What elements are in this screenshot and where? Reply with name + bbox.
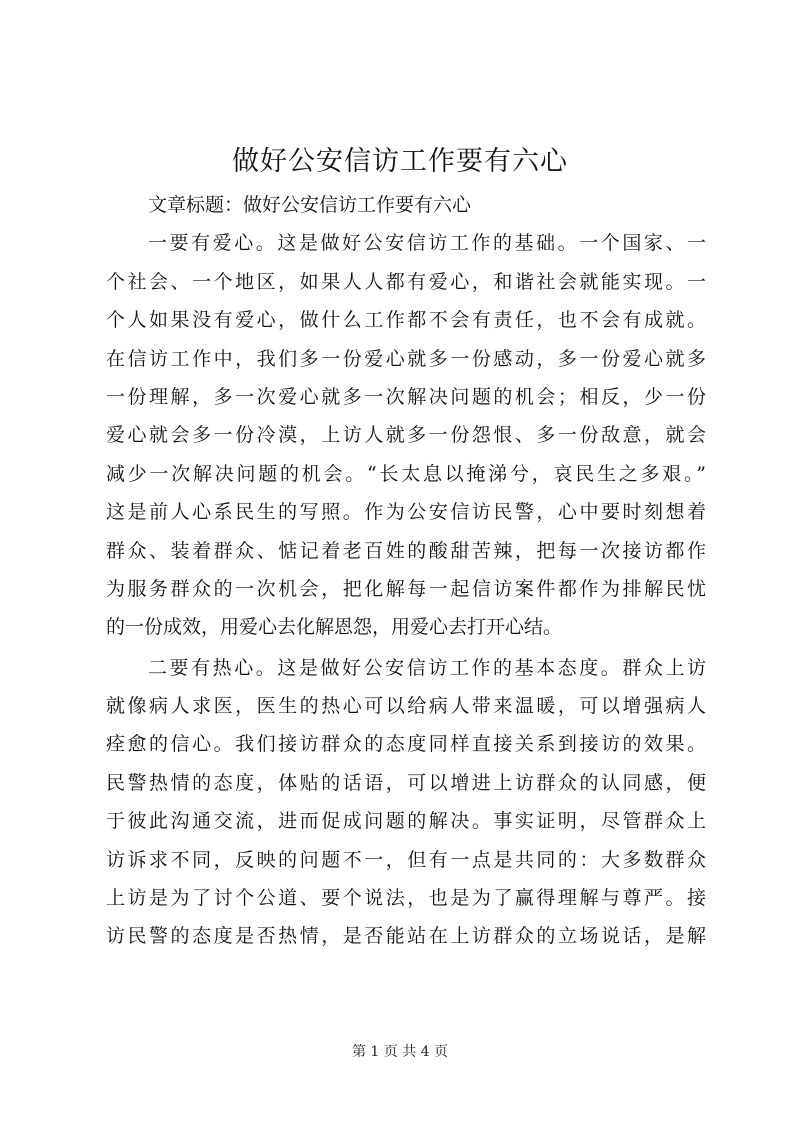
subtitle-line [106,186,706,224]
subtitle-text: 文章标题：做好公安信访工作要有六心 [148,194,472,216]
line-text: 于彼此沟通交流，进而促成问题的解决。事实证明，尽管群众上 [106,810,709,833]
line-text: 在信访工作中，我们多一份爱心就多一份感动，多一份爱心就多 [106,347,709,370]
paragraph-line [106,301,709,339]
paragraph-line [106,764,709,802]
document-body [106,186,709,956]
paragraph-line [106,802,709,840]
line-text: 访诉求不同，反映的问题不一，但有一点是共同的：大多数群众 [106,848,709,871]
paragraph-line [106,416,709,454]
line-text: 上访是为了讨个公道、要个说法，也是为了赢得理解与尊严。接 [106,887,709,910]
line-text: 爱心就会多一份冷漠，上访人就多一份怨恨、多一份敌意，就会 [106,424,709,447]
paragraph-line [106,687,709,725]
document-title: 做好公安信访工作要有六心 [232,146,568,177]
paragraph-line [106,917,709,955]
page-footer: 第 1 页 共 4 页 [351,1044,449,1060]
paragraph-line [106,493,709,531]
line-text: 民警热情的态度，体贴的话语，可以增进上访群众的认同感，便 [106,771,709,794]
line-text: 一份理解，多一次爱心就多一次解决问题的机会；相反，少一份 [106,385,709,408]
line-text: 的一份成效，用爱心去化解恩怨，用爱心去打开心结。 [106,616,563,639]
paragraph-line [106,570,709,608]
paragraph-line [106,455,709,493]
line-text: 就像病人求医，医生的热心可以给病人带来温暖，可以增强病人 [106,695,709,718]
paragraph-1 [106,224,709,646]
line-text: 个社会、一个地区，如果人人都有爱心，和谐社会就能实现。一 [106,270,709,293]
paragraph-2 [106,649,709,956]
paragraph-line [106,608,706,646]
line-text: 个人如果没有爱心，做什么工作都不会有责任，也不会有成就。 [106,309,709,332]
line-text: 减少一次解决问题的机会。“长太息以掩涕兮，哀民生之多艰。” [106,462,709,485]
line-text: 访民警的态度是否热情，是否能站在上访群众的立场说话，是解 [106,925,709,948]
line-text: 痊愈的信心。我们接访群众的态度同样直接关系到接访的效果。 [106,733,709,756]
paragraph-line [106,532,709,570]
paragraph-line [106,841,709,879]
paragraph-line [106,725,709,763]
paragraph-line [106,224,709,262]
paragraph-line [106,649,709,687]
line-text: 一要有爱心。这是做好公安信访工作的基础。一个国家、一 [148,232,709,255]
paragraph-line [106,340,709,378]
line-text: 群众、装着群众、惦记着老百姓的酸甜苦辣，把每一次接访都作 [106,539,709,562]
line-text: 二要有热心。这是做好公安信访工作的基本态度。群众上访 [148,656,709,679]
line-text: 这是前人心系民生的写照。作为公安信访民警，心中要时刻想着 [106,501,709,524]
paragraph-line [106,378,709,416]
line-text: 为服务群众的一次机会，把化解每一起信访案件都作为排解民忧 [106,577,709,600]
paragraph-line [106,263,709,301]
paragraph-line [106,879,709,917]
